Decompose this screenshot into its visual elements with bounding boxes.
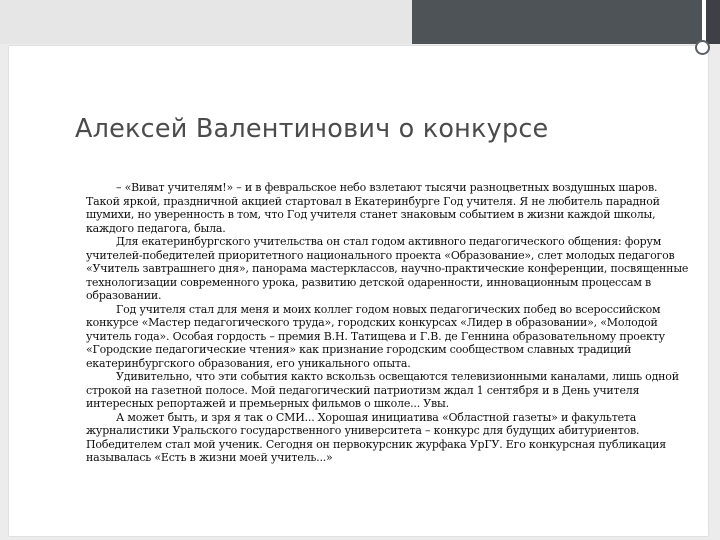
slide-body <box>86 181 690 465</box>
top-decorative-bar <box>0 0 720 44</box>
top-stripe-dark <box>412 0 702 44</box>
paragraph: Для екатеринбургского учительства он стал годом активного педагогического общения: форум учителей-победителей приоритетного национального проекта «Образование», слет молодых педагогов «Учитель завтрашнего дня», панорама мастерклассов, научно-практические конференции, посвященные технологизации современного урока, развитию детской одаренности, инновационным процессам в образовании. <box>86 235 689 302</box>
paragraph: – «Виват учителям!» – и в февральское небо взлетают тысячи разноцветных воздушных шаров. Такой яркой, праздничной акцией стартовал в Екатеринбурге Год учителя. Я не любитель парадной шумихи, но уверенность в том, что Год учителя станет знаковым событием в жизни каждой школы, каждого педагога, была. <box>86 181 660 235</box>
slide-title: Алексей Валентинович о конкурсе <box>75 114 549 144</box>
top-stripe-end <box>706 0 720 44</box>
paragraph: Удивительно, что эти события както вскользь освещаются телевизионными каналами, лишь одной строкой на газетной полосе. Мой педагогический патриотизм ждал 1 сентября и в День учителя интересных репортажей и премьерных фильмов о школе... Увы. <box>86 370 679 410</box>
paragraph: А может быть, и зря я так о СМИ... Хорошая инициатива «Областной газеты» и факультета журналистики Уральского государственного университета – конкурс для будущих абитуриентов. Победителем стал мой ученик. Сегодня он первокурсник журфака УрГУ. Его конкурсная публикация называлась «Есть в жизни моей учитель...» <box>86 410 666 464</box>
top-stripe-light <box>0 0 412 44</box>
decorative-circle-icon <box>695 40 710 55</box>
paragraph: Год учителя стал для меня и моих коллег годом новых педагогических побед во всероссийском конкурсе «Мастер педагогического труда», городских конкурсах «Лидер в образовании», «Молодой учитель года». Особая гордость – премия В.Н. Татищева и Г.В. де Геннина образовательному проекту «Городские педагогические чтения» как признание городским сообществом славных традиций екатеринбургского образования, его уникального опыта. <box>86 302 665 370</box>
